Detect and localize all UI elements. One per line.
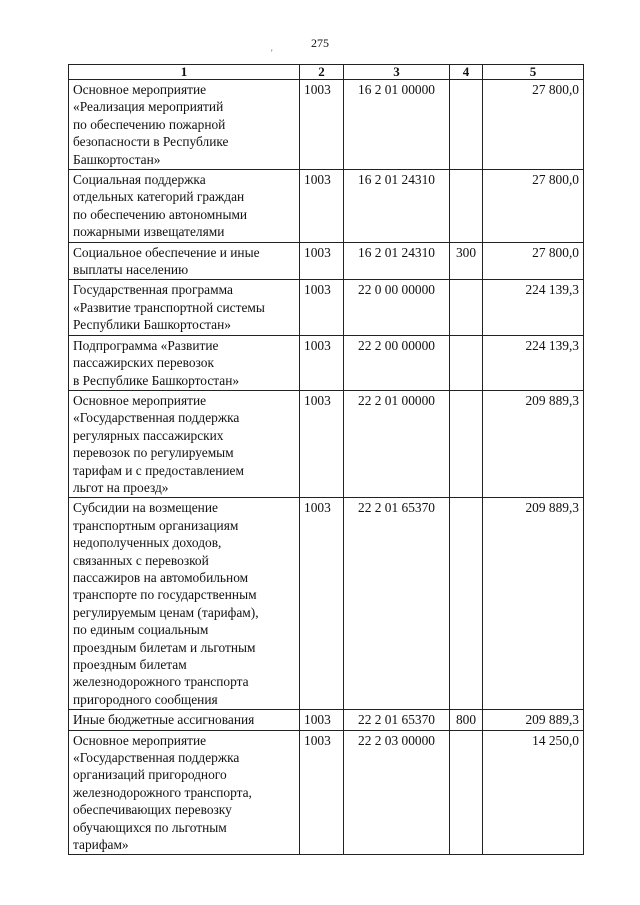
row-section-cell: 1003	[300, 335, 344, 390]
row-code-cell: 22 2 00 00000	[344, 335, 450, 390]
row-name-line: проездным билетам	[73, 657, 187, 672]
row-name-line: транспорте по государственным	[73, 587, 257, 603]
table-row	[69, 730, 584, 855]
row-code-cell: 22 2 01 65370	[344, 498, 450, 710]
row-name-line: тарифам и с предоставлением	[73, 462, 244, 478]
table-row	[69, 170, 584, 243]
header-col-1: 1	[69, 65, 300, 80]
row-name-line: связанных с перевозкой	[73, 552, 209, 568]
row-type-cell	[450, 280, 483, 335]
stray-mark: '	[271, 48, 273, 58]
row-name-line: по обеспечению пожарной	[73, 116, 226, 132]
row-section-cell: 1003	[300, 80, 344, 170]
row-name-cell	[69, 498, 300, 710]
row-name-line: по обеспечению автономными	[73, 206, 248, 222]
row-name-line: Социальная поддержка	[73, 172, 206, 188]
row-code-cell: 16 2 01 24310	[344, 170, 450, 243]
row-type-cell	[450, 498, 483, 710]
row-name-line: Государственная программа	[73, 282, 233, 298]
header-col-3: 3	[344, 65, 450, 80]
table-row	[69, 242, 584, 280]
row-name-line: регулярных пассажирских	[73, 427, 224, 443]
row-name-line: проездным билетам и льготным	[73, 639, 256, 655]
row-amount-cell: 209 889,3	[483, 710, 584, 730]
row-name-line: регулируемым ценам (тарифам),	[73, 604, 259, 620]
row-type-cell	[450, 170, 483, 243]
table-row	[69, 80, 584, 170]
row-name-line: «Реализация мероприятий	[73, 99, 224, 115]
row-name-line: транспортным организациям	[73, 517, 239, 533]
row-name-line: Подпрограмма «Развитие	[73, 337, 219, 353]
row-code-cell: 22 2 01 00000	[344, 390, 450, 497]
row-section-cell: 1003	[300, 242, 344, 280]
row-name-line: отдельных категорий граждан	[73, 189, 245, 205]
row-amount-cell: 27 800,0	[483, 170, 584, 243]
row-code-cell: 22 0 00 00000	[344, 280, 450, 335]
header-col-2: 2	[300, 65, 344, 80]
row-name-cell	[69, 335, 300, 390]
row-name-line: Республики Башкортостан»	[73, 317, 231, 333]
row-name-cell	[69, 730, 300, 855]
row-type-cell: 800	[450, 710, 483, 730]
row-name-line: Основное мероприятие	[73, 732, 207, 748]
table-body	[69, 80, 584, 855]
row-section-cell: 1003	[300, 710, 344, 730]
row-name-line: недополученных доходов,	[73, 535, 222, 551]
row-amount-cell: 224 139,3	[483, 335, 584, 390]
row-name-cell	[69, 390, 300, 497]
row-name-line: Основное мероприятие	[73, 392, 207, 408]
row-amount-cell: 27 800,0	[483, 242, 584, 280]
budget-table	[68, 64, 584, 855]
row-amount-cell: 14 250,0	[483, 730, 584, 855]
row-name-line: по единым социальным	[73, 622, 209, 638]
row-name-line: пассажиров на автомобильном	[73, 569, 249, 585]
row-name-cell	[69, 710, 300, 730]
table-row	[69, 280, 584, 335]
row-name-line: тарифам»	[73, 837, 129, 853]
table-row	[69, 498, 584, 710]
header-row	[69, 65, 584, 80]
row-name-line: пожарными извещателями	[73, 224, 225, 240]
row-section-cell: 1003	[300, 280, 344, 335]
row-type-cell	[450, 730, 483, 855]
row-type-cell	[450, 80, 483, 170]
row-code-cell: 16 2 01 00000	[344, 80, 450, 170]
header-col-4: 4	[450, 65, 483, 80]
row-section-cell: 1003	[300, 730, 344, 855]
row-name-cell	[69, 242, 300, 280]
row-name-line: железнодорожного транспорта,	[73, 784, 252, 800]
row-code-cell: 22 2 03 00000	[344, 730, 450, 855]
row-name-line: обучающихся по льготным	[73, 819, 227, 835]
row-code-cell: 22 2 01 65370	[344, 710, 450, 730]
row-name-line: перевозок по регулируемым	[73, 445, 234, 461]
table-row	[69, 390, 584, 497]
row-name-line: организаций пригородного	[73, 767, 227, 783]
row-name-line: Субсидии на возмещение	[73, 500, 218, 516]
row-section-cell: 1003	[300, 390, 344, 497]
row-name-line: железнодорожного транспорта	[73, 674, 249, 690]
row-amount-cell: 27 800,0	[483, 80, 584, 170]
table-row	[69, 710, 584, 730]
row-name-line: обеспечивающих перевозку	[73, 802, 232, 818]
row-name-line: Башкортостан»	[73, 151, 161, 167]
header-col-5: 5	[483, 65, 584, 80]
row-amount-cell: 209 889,3	[483, 390, 584, 497]
row-name-line: выплаты населению	[73, 262, 189, 278]
row-type-cell	[450, 390, 483, 497]
table-row	[69, 335, 584, 390]
row-name-cell	[69, 170, 300, 243]
row-name-line: в Республике Башкортостан»	[73, 372, 240, 388]
row-name-line: пригородного сообщения	[73, 691, 218, 707]
row-name-line: «Развитие транспортной системы	[73, 299, 265, 315]
row-name-line: Иные бюджетные ассигнования	[73, 712, 255, 728]
row-amount-cell: 224 139,3	[483, 280, 584, 335]
row-name-line: «Государственная поддержка	[73, 750, 240, 766]
row-type-cell	[450, 335, 483, 390]
row-type-cell: 300	[450, 242, 483, 280]
row-name-cell	[69, 80, 300, 170]
row-section-cell: 1003	[300, 170, 344, 243]
row-name-line: безопасности в Республике	[73, 134, 229, 150]
row-name-line: Основное мероприятие	[73, 82, 207, 97]
row-name-line: льгот на проезд»	[73, 479, 169, 495]
row-name-line: «Государственная поддержка	[73, 410, 240, 426]
row-amount-cell: 209 889,3	[483, 498, 584, 710]
row-section-cell: 1003	[300, 498, 344, 710]
row-code-cell: 16 2 01 24310	[344, 242, 450, 280]
page-number: 275	[311, 36, 329, 50]
row-name-cell	[69, 280, 300, 335]
row-name-line: Социальное обеспечение и иные	[73, 244, 260, 260]
row-name-line: пассажирских перевозок	[73, 355, 214, 371]
